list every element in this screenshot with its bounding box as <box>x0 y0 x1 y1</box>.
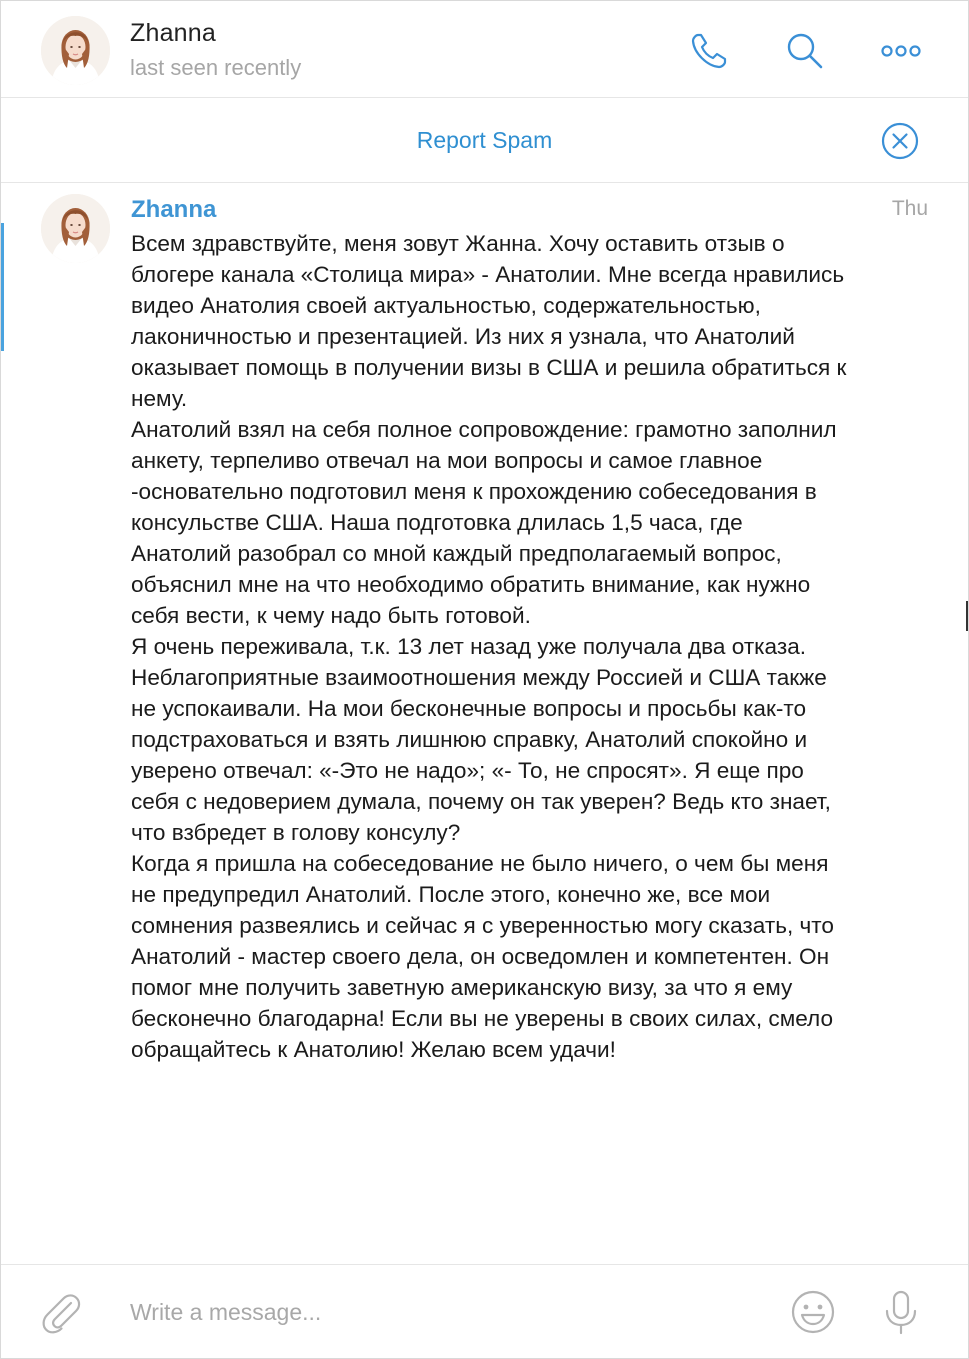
emoji-icon[interactable] <box>790 1289 836 1335</box>
message-paragraph: Когда я пришла на собеседование не было ничего, о чем бы меня не предупредил Анатолий. После этого, конечно же, все мои сомнения развеялись и сейчас я с уверенностью могу сказать, что Анатолий - мастер своего дела, он осведомлен и компетентен. Он помог мне получить заветную американскую визу, за что я ему бесконечно благодарна! Если вы не уверены в своих силах, смело обращайтесь к Анатолию! Желаю всем удачи! <box>131 851 834 1062</box>
chat-header <box>1 1 968 98</box>
message-paragraph: Анатолий взял на себя полное сопровождение: грамотно заполнил анкету, терпеливо отвечал на мои вопросы и самое главное -основательно подготовил меня к прохождению собеседования в консульстве США. Наша подготовка длилась 1,5 часа, где Анатолий разобрал со мной каждый предполагаемый вопрос, объяснил мне на что необходимо обратить внимание, как нужно себя вести, к чему надо быть готовой. <box>131 417 837 628</box>
report-spam-bar <box>1 98 968 183</box>
window-edge <box>966 601 968 631</box>
report-spam-button[interactable]: Report Spam <box>416 127 553 153</box>
message-author[interactable]: Zhanna <box>131 196 217 223</box>
paperclip-icon[interactable] <box>38 1289 84 1335</box>
close-circle-icon[interactable] <box>880 121 920 161</box>
avatar[interactable] <box>41 16 110 85</box>
search-icon[interactable] <box>785 31 825 71</box>
message-avatar[interactable] <box>41 194 110 263</box>
microphone-icon[interactable] <box>878 1289 924 1335</box>
message-text <box>131 228 849 1065</box>
message-paragraph: Я очень переживала, т.к. 13 лет назад уже получала два отказа. Неблагоприятные взаимоотношения между Россией и США также не успокаивали. На мои бесконечные вопросы и просьбы как-то подстраховаться и взять лишнюю справку, Анатолий спокойно и уверено отвечал: «-Это не надо»; «- То, не спросят». Я еще про себя с недоверием думала, почему он так уверен? Ведь кто знает, что взбредет в голову консулу? <box>131 634 831 845</box>
message-time: Thu <box>891 197 928 220</box>
phone-icon[interactable] <box>689 31 729 71</box>
scroll-indicator <box>1 223 4 351</box>
more-icon[interactable] <box>880 31 920 71</box>
message-input[interactable] <box>130 1295 730 1329</box>
message-paragraph: Всем здравствуйте, меня зовут Жанна. Хочу оставить отзыв о блогере канала «Столица мира» - Анатолии. Мне всегда нравились видео Анатолия своей актуальностью, содержательностью, лаконичностью и презентацией. Из них я узнала, что Анатолий оказывает помощь в получении визы в США и решила обратиться к нему. <box>131 231 847 411</box>
contact-name[interactable]: Zhanna <box>130 19 216 47</box>
contact-status: last seen recently <box>130 55 302 80</box>
message-composer <box>1 1264 968 1359</box>
